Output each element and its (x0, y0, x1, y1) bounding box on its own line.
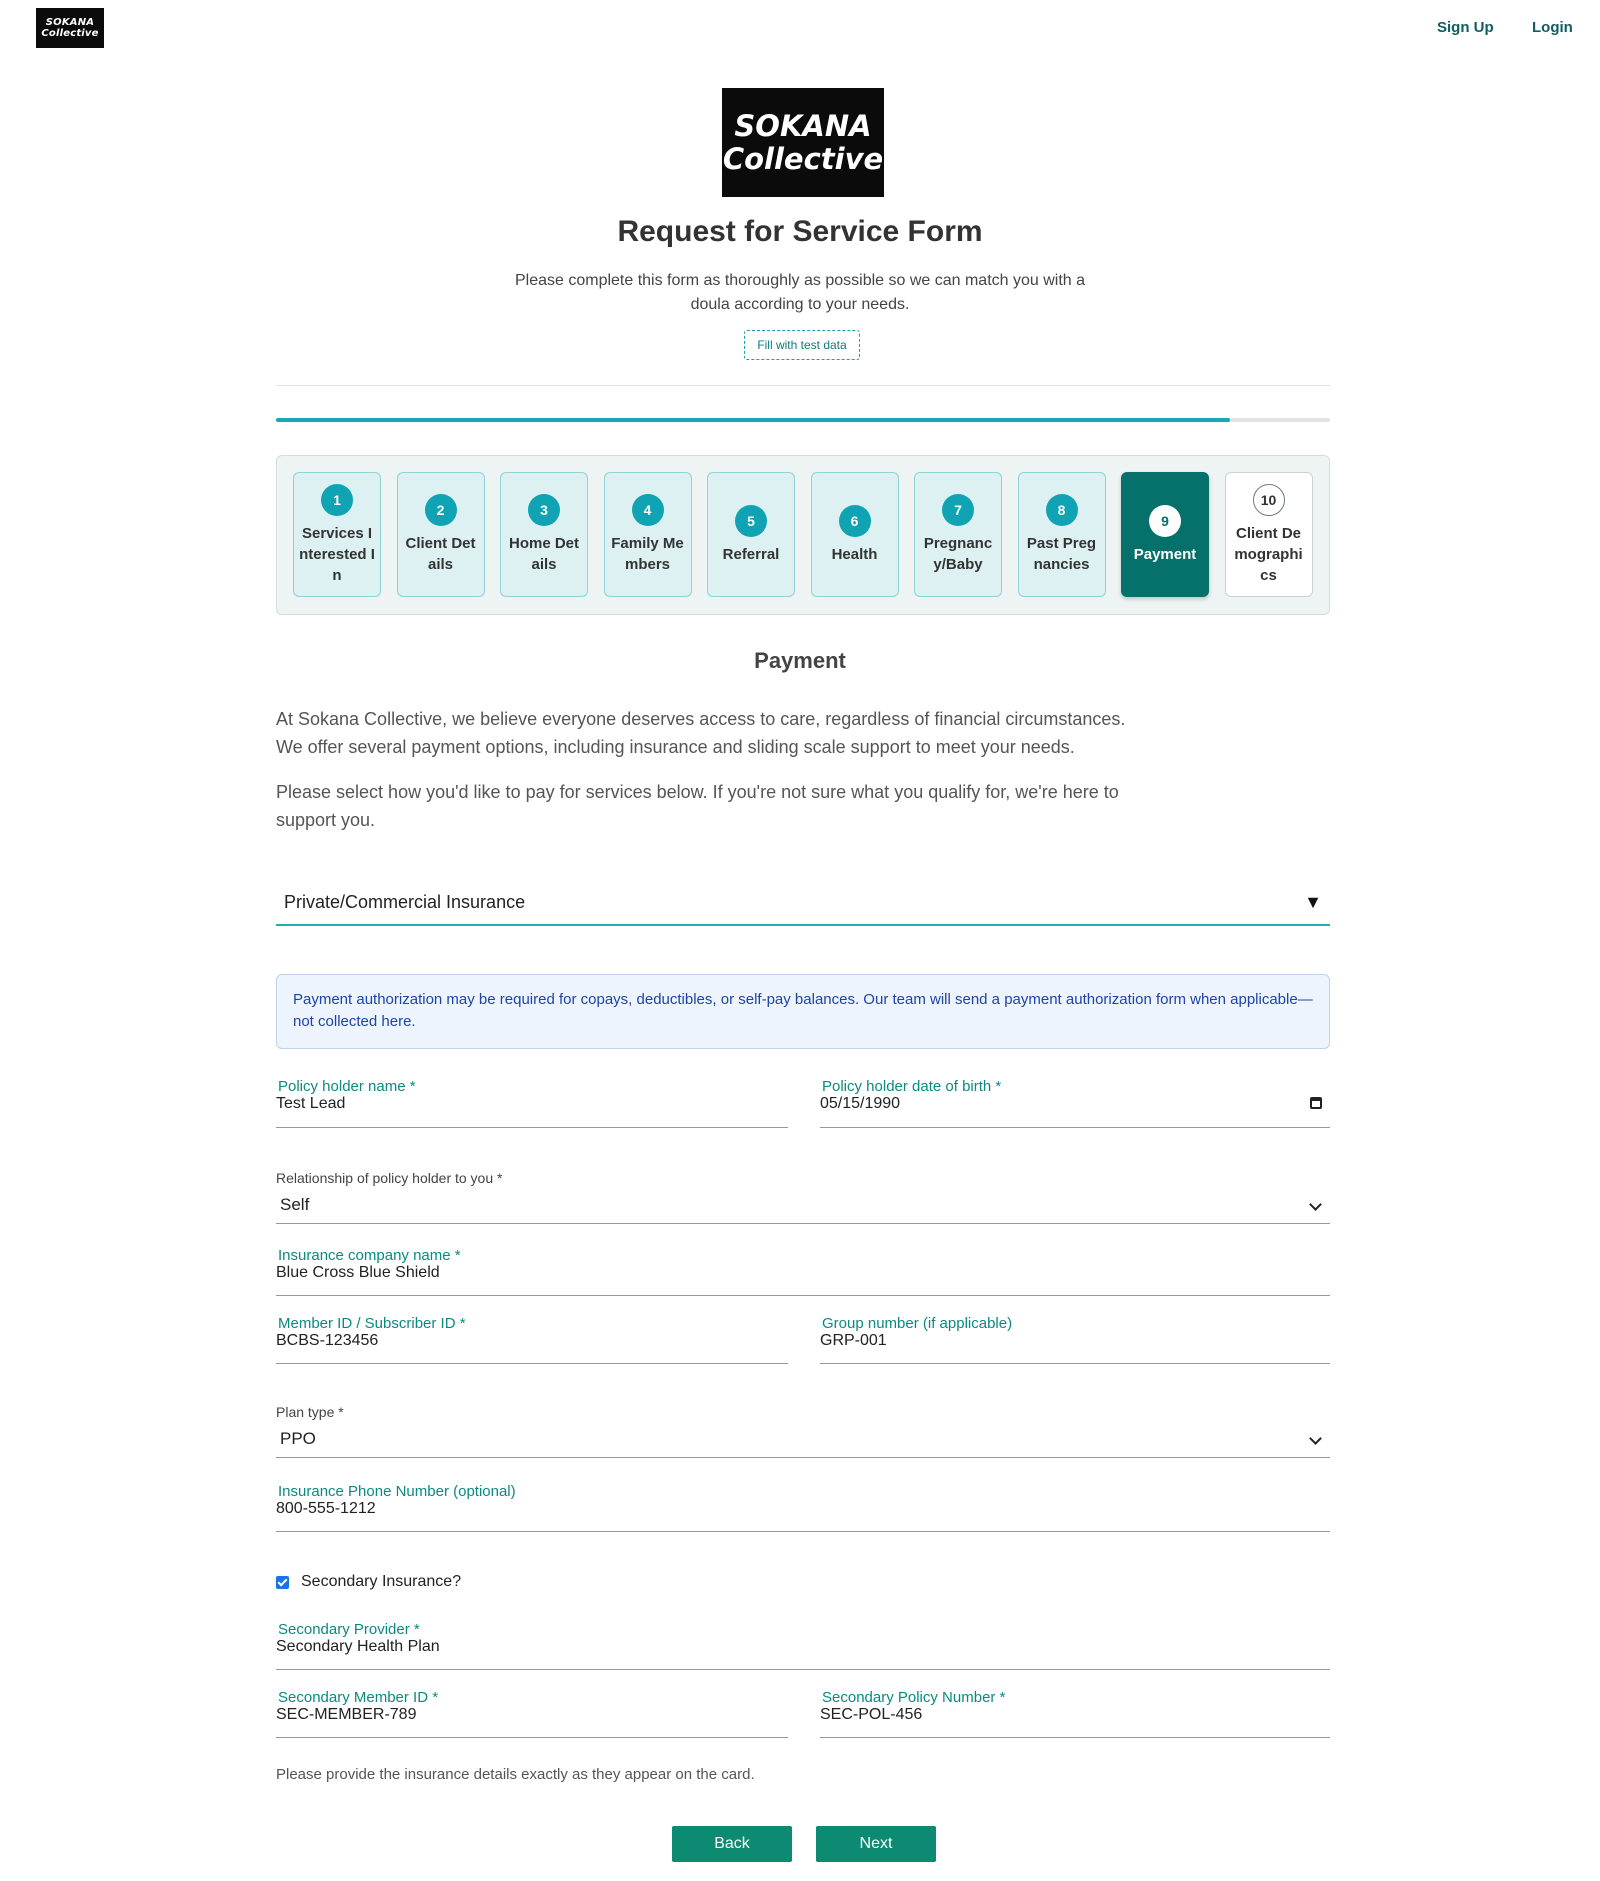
secondary-member-id-label: Secondary Member ID * (278, 1689, 439, 1706)
brand-logo[interactable] (36, 8, 104, 48)
step-health[interactable] (811, 472, 899, 597)
hero-logo (722, 88, 884, 197)
step-number: 2 (425, 494, 457, 526)
insurance-company-field[interactable] (276, 1247, 1330, 1296)
step-label: Referral (722, 545, 780, 563)
secondary-member-id-field[interactable] (276, 1689, 788, 1738)
payment-instructions: Please select how you'd like to pay for services below. If you're not sure what you qualify for, we're here to support you. (276, 782, 1119, 830)
payment-method-value: Private/Commercial Insurance (284, 891, 526, 912)
step-number: 7 (942, 494, 974, 526)
progress-bar (276, 418, 1330, 422)
payment-description-line1: At Sokana Collective, we believe everyone deserves access to care, regardless of financial circumstances. (276, 709, 1126, 729)
step-client-details[interactable] (397, 472, 485, 597)
step-label: Services Interested In (299, 524, 375, 584)
step-number: 1 (321, 484, 353, 516)
progress-fill (276, 418, 1230, 422)
page-title: Request for Service Form (617, 215, 983, 248)
secondary-provider-field[interactable] (276, 1621, 1330, 1670)
payment-method-select[interactable] (276, 880, 1330, 926)
secondary-policy-number-field[interactable] (820, 1689, 1330, 1738)
member-id-label: Member ID / Subscriber ID * (278, 1315, 466, 1332)
step-number: 3 (528, 494, 560, 526)
step-pregnancy-baby[interactable] (914, 472, 1002, 597)
insurance-phone-value: 800-555-1212 (276, 1500, 376, 1517)
insurance-company-label: Insurance company name * (278, 1247, 461, 1264)
step-number: 9 (1149, 505, 1181, 537)
secondary-policy-number-label: Secondary Policy Number * (822, 1689, 1006, 1706)
step-number: 5 (735, 505, 767, 537)
step-label: Family Members (611, 535, 684, 573)
hero-logo-line1: SOKANA (734, 108, 872, 143)
next-button[interactable]: Next (816, 1826, 936, 1862)
brand-logo-line1: SOKANA (45, 17, 95, 28)
signup-link[interactable]: Sign Up (1437, 19, 1494, 36)
payment-description-line2: We offer several payment options, including insurance and sliding scale support to meet your needs. (276, 737, 1075, 757)
secondary-insurance-label: Secondary Insurance? (301, 1573, 462, 1590)
section-title: Payment (754, 648, 846, 673)
member-id-value: BCBS-123456 (276, 1332, 379, 1349)
policy-holder-dob-value: 05/15/1990 (820, 1095, 901, 1112)
calendar-icon[interactable] (1310, 1097, 1322, 1109)
brand-logo-line2: Collective (41, 28, 99, 39)
secondary-insurance-checkbox[interactable] (276, 1576, 289, 1589)
back-button[interactable]: Back (672, 1826, 792, 1862)
relationship-value: Self (280, 1195, 310, 1214)
login-link[interactable]: Login (1532, 19, 1573, 36)
top-navigation (0, 0, 1600, 60)
fill-test-data-button[interactable]: Fill with test data (744, 330, 860, 360)
step-number: 6 (839, 505, 871, 537)
policy-holder-name-label: Policy holder name * (278, 1078, 416, 1095)
insurance-company-value: Blue Cross Blue Shield (276, 1264, 440, 1281)
step-client-demographics[interactable] (1225, 472, 1313, 597)
payment-authorization-notice: Payment authorization may be required for copays, deductibles, or self-pay balances. Our team will send a payment authorization form when applicable—not collected here. (276, 974, 1330, 1049)
insurance-phone-label: Insurance Phone Number (optional) (278, 1483, 516, 1500)
form-intro: Please complete this form as thoroughly as possible so we can match you with a doula according to your needs. (514, 272, 1086, 313)
plan-type-value: PPO (280, 1429, 316, 1448)
step-label: Health (831, 545, 878, 563)
step-payment[interactable] (1121, 472, 1209, 597)
step-home-details[interactable] (500, 472, 588, 597)
relationship-label: Relationship of policy holder to you * (276, 1170, 503, 1186)
step-label: Pregnancy/Baby (923, 535, 993, 573)
secondary-provider-label: Secondary Provider * (278, 1621, 420, 1638)
chevron-down-icon (1309, 1432, 1322, 1445)
step-label: Past Pregnancies (1026, 535, 1097, 573)
step-label: Payment (1133, 545, 1197, 563)
insurance-phone-field[interactable] (276, 1483, 1330, 1532)
step-label: Client Details (405, 535, 476, 573)
dropdown-arrow-icon: ▼ (1304, 891, 1322, 912)
step-number: 8 (1046, 494, 1078, 526)
plan-type-select[interactable] (276, 1424, 1330, 1458)
secondary-member-id-value: SEC-MEMBER-789 (276, 1706, 417, 1723)
insurance-footnote: Please provide the insurance details exactly as they appear on the card. (276, 1766, 755, 1783)
secondary-provider-value: Secondary Health Plan (276, 1638, 440, 1655)
step-referral[interactable] (707, 472, 795, 597)
policy-holder-dob-field[interactable] (820, 1078, 1330, 1128)
relationship-select[interactable] (276, 1190, 1330, 1224)
secondary-policy-number-value: SEC-POL-456 (820, 1706, 923, 1723)
step-family-members[interactable] (604, 472, 692, 597)
step-navigation (276, 455, 1330, 615)
step-label: Client Demographics (1234, 524, 1303, 584)
step-label: Home Details (508, 535, 579, 573)
header-divider (276, 385, 1330, 386)
step-services-interested-in[interactable] (293, 472, 381, 597)
chevron-down-icon (1309, 1198, 1322, 1211)
policy-holder-name-field[interactable] (276, 1078, 788, 1128)
plan-type-label: Plan type * (276, 1404, 344, 1420)
secondary-insurance-toggle[interactable] (276, 1573, 461, 1591)
step-number: 4 (632, 494, 664, 526)
group-number-label: Group number (if applicable) (822, 1315, 1013, 1332)
policy-holder-name-value: Test Lead (276, 1095, 346, 1112)
member-id-field[interactable] (276, 1315, 788, 1364)
payment-description (276, 705, 1176, 761)
group-number-field[interactable] (820, 1315, 1330, 1364)
policy-holder-dob-label: Policy holder date of birth * (822, 1078, 1002, 1095)
group-number-value: GRP-001 (820, 1332, 887, 1349)
hero-logo-line2: Collective (722, 141, 884, 176)
step-number: 10 (1253, 484, 1285, 516)
step-past-pregnancies[interactable] (1018, 472, 1106, 597)
